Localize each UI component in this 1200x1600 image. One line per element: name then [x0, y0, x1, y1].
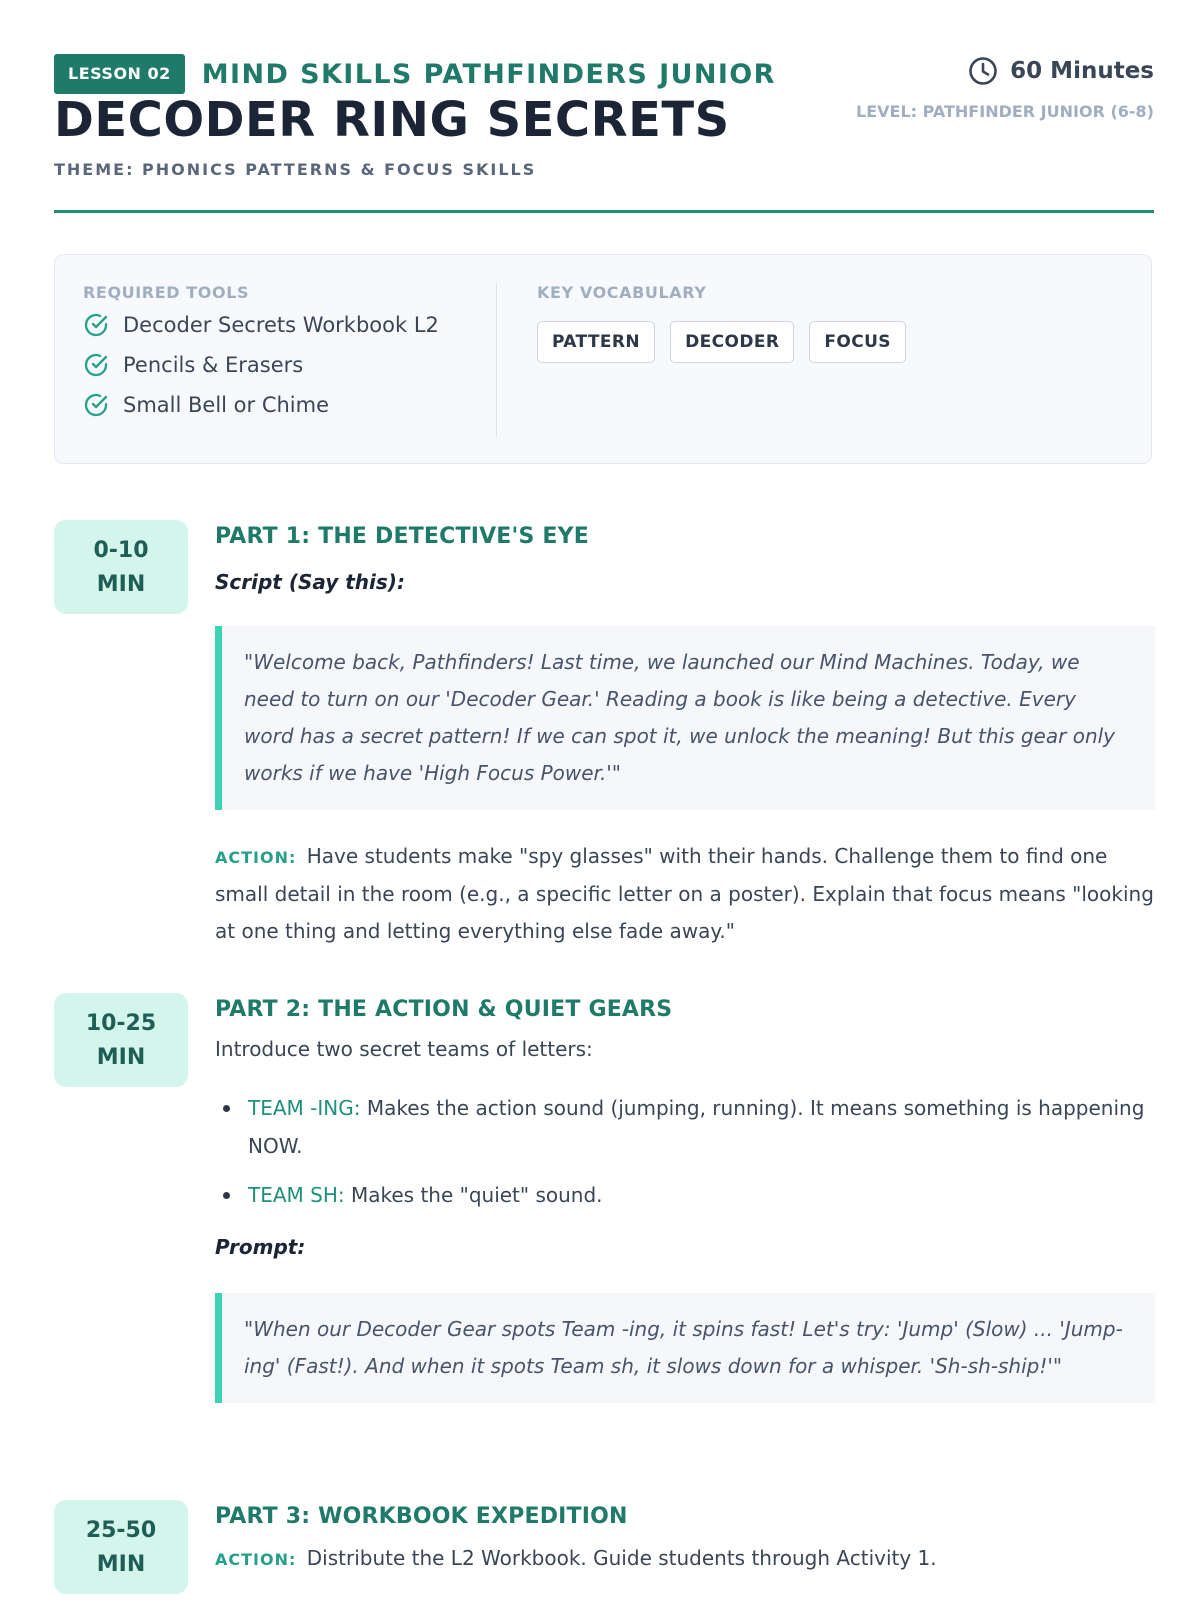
prompt-quote: "When our Decoder Gear spots Team -ing, it spins fast! Let's try: 'Jump' (Slow) ... 'Jump-ing' (Fast!). And when it spots Team sh, it slows down for a whisper. 'Sh-sh-ship!'" — [215, 1293, 1155, 1403]
time-badge — [54, 993, 188, 1087]
team-text: Makes the "quiet" sound. — [350, 1183, 603, 1207]
key-vocabulary — [537, 283, 921, 363]
info-box — [54, 254, 1152, 464]
time-range: 10-25 — [85, 1011, 157, 1036]
duration-text: 60 Minutes — [1010, 58, 1154, 84]
vocab-chip: DECODER — [670, 321, 794, 363]
time-badge — [54, 520, 188, 614]
action-label: ACTION: — [215, 848, 297, 867]
part-title: PART 1: THE DETECTIVE'S EYE — [215, 524, 589, 549]
tools-label: REQUIRED TOOLS — [83, 283, 250, 302]
time-badge — [54, 1500, 188, 1594]
time-unit: MIN — [96, 1552, 146, 1577]
prompt-label: Prompt: — [215, 1235, 306, 1259]
action-paragraph — [215, 1540, 1155, 1578]
vocab-chips — [537, 321, 921, 363]
list-item — [215, 1176, 1155, 1214]
team-label: TEAM -ING: — [248, 1096, 361, 1120]
tool-label: Small Bell or Chime — [123, 393, 330, 417]
check-circle-icon — [83, 352, 109, 378]
time-unit: MIN — [96, 572, 146, 597]
action-paragraph — [215, 838, 1155, 950]
check-circle-icon — [83, 392, 109, 418]
tool-label: Pencils & Erasers — [123, 353, 304, 377]
script-quote: "Welcome back, Pathfinders! Last time, we launched our Mind Machines. Today, we need to turn on our 'Decoder Gear.' Reading a book is like being a detective. Every word has a secret pattern! If we can spot it, we unlock the meaning! But this gear only works if we have 'High Focus Power.'" — [215, 626, 1155, 810]
tool-item — [83, 345, 439, 385]
tool-label: Decoder Secrets Workbook L2 — [123, 313, 439, 337]
lesson-badge: LESSON 02 — [54, 54, 185, 94]
part-title: PART 2: THE ACTION & QUIET GEARS — [215, 997, 673, 1022]
tool-item — [83, 305, 439, 345]
tool-item — [83, 385, 439, 425]
lesson-page — [54, 0, 1154, 1577]
action-label: ACTION: — [215, 1550, 297, 1569]
script-label: Script (Say this): — [215, 570, 405, 594]
level-text: LEVEL: PATHFINDER JUNIOR (6-8) — [856, 102, 1154, 121]
check-circle-icon — [83, 312, 109, 338]
team-text: Makes the action sound (jumping, running). It means something is happening NOW. — [248, 1096, 1145, 1158]
vocab-label: KEY VOCABULARY — [537, 283, 707, 302]
time-unit: MIN — [96, 1045, 146, 1070]
duration — [968, 56, 1154, 86]
lesson-header — [54, 0, 1154, 216]
info-divider — [496, 283, 497, 437]
required-tools — [83, 283, 439, 425]
part-title: PART 3: WORKBOOK EXPEDITION — [215, 1504, 628, 1529]
clock-icon — [968, 56, 998, 86]
team-list — [215, 1089, 1155, 1225]
lesson-title: DECODER RING SECRETS — [54, 92, 730, 148]
action-text: Distribute the L2 Workbook. Guide students through Activity 1. — [306, 1546, 937, 1570]
team-label: TEAM SH: — [248, 1183, 345, 1207]
program-name: MIND SKILLS PATHFINDERS JUNIOR — [201, 58, 776, 90]
lesson-theme: THEME: PHONICS PATTERNS & FOCUS SKILLS — [54, 160, 537, 179]
action-text: Have students make "spy glasses" with their hands. Challenge them to find one small detail in the room (e.g., a specific letter on a poster). Explain that focus means "looking at one thing and letting everything else fade away." — [215, 844, 1154, 943]
list-item — [215, 1089, 1155, 1165]
vocab-chip: FOCUS — [809, 321, 906, 363]
time-range: 0-10 — [93, 538, 149, 563]
time-range: 25-50 — [85, 1518, 157, 1543]
header-divider — [54, 210, 1154, 213]
lesson-row — [54, 54, 776, 94]
intro-text: Introduce two secret teams of letters: — [215, 1037, 593, 1061]
vocab-chip: PATTERN — [537, 321, 655, 363]
